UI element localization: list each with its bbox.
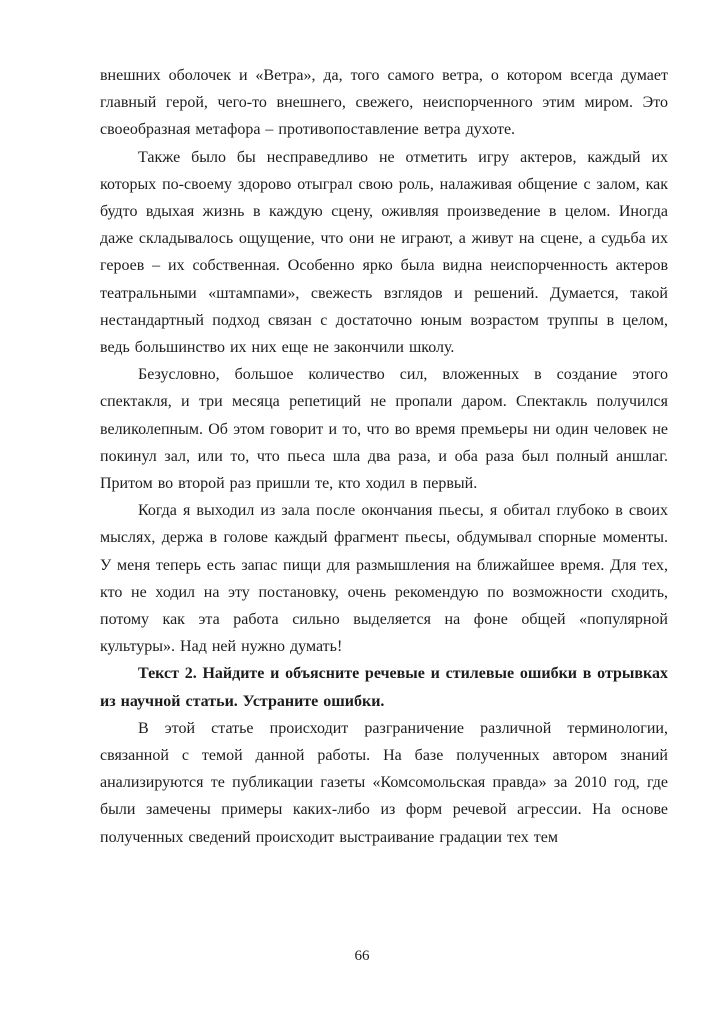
paragraph-5: В этой статье происходит разграничение различной терминологии, связанной с темой данной работы. На базе полученных автором знаний анализируются те публикации газеты «Комсомольская правда» за 2010 год, где были замечены примеры каких-либо из форм речевой агрессии. На основе полученных сведений происходит выстраивание градации тех тем (100, 719, 668, 846)
document-body (100, 62, 668, 851)
paragraph-4: Когда я выходил из зала после окончания пьесы, я обитал глубоко в своих мыслях, держа в голове каждый фрагмент пьесы, обдумывал спорные моменты. У меня теперь есть запас пищи для размышления на ближайшее время. Для тех, кто не ходил на эту постановку, очень рекомендую по возможности сходить, потому как эта работа сильно выделяется на фоне общей «популярной культуры». Над ней нужно думать! (100, 502, 668, 656)
paragraph-1: внешних оболочек и «Ветра», да, того самого ветра, о котором всегда думает главный герой, чего-то внешнего, свежего, неиспорченного этим миром. Это своеобразная метафора – противопоставление ветра духоте. (100, 67, 668, 139)
paragraph-3: Безусловно, большое количество сил, вложенных в создание этого спектакля, и три месяца репетиций не пропали даром. Спектакль получился великолепным. Об этом говорит и то, что во время премьеры ни один человек не покинул зал, или то, что пьеса шла два раза, и оба раза был полный аншлаг. Притом во второй раз пришли те, кто ходил в первый. (100, 366, 668, 493)
paragraph-task-heading: Текст 2. Найдите и объясните речевые и стилевые ошибки в отрывках из научной статьи. Устраните ошибки. (100, 665, 668, 710)
page-number: 66 (354, 948, 370, 964)
paragraph-2: Также было бы несправедливо не отметить игру актеров, каждый их которых по-своему здорово отыграл свою роль, налаживая общение с залом, как будто вдыхая жизнь в каждую сцену, оживляя произведение в целом. Иногда даже складывалось ощущение, что они не играют, а живут на сцене, а судьба их героев – их собственная. Особенно ярко была видна неиспорченность актеров театральными «штампами», свежесть взглядов и решений. Думается, такой нестандартный подход связан с достаточно юным возрастом труппы в целом, ведь большинство их них еще не закончили школу. (100, 148, 668, 357)
